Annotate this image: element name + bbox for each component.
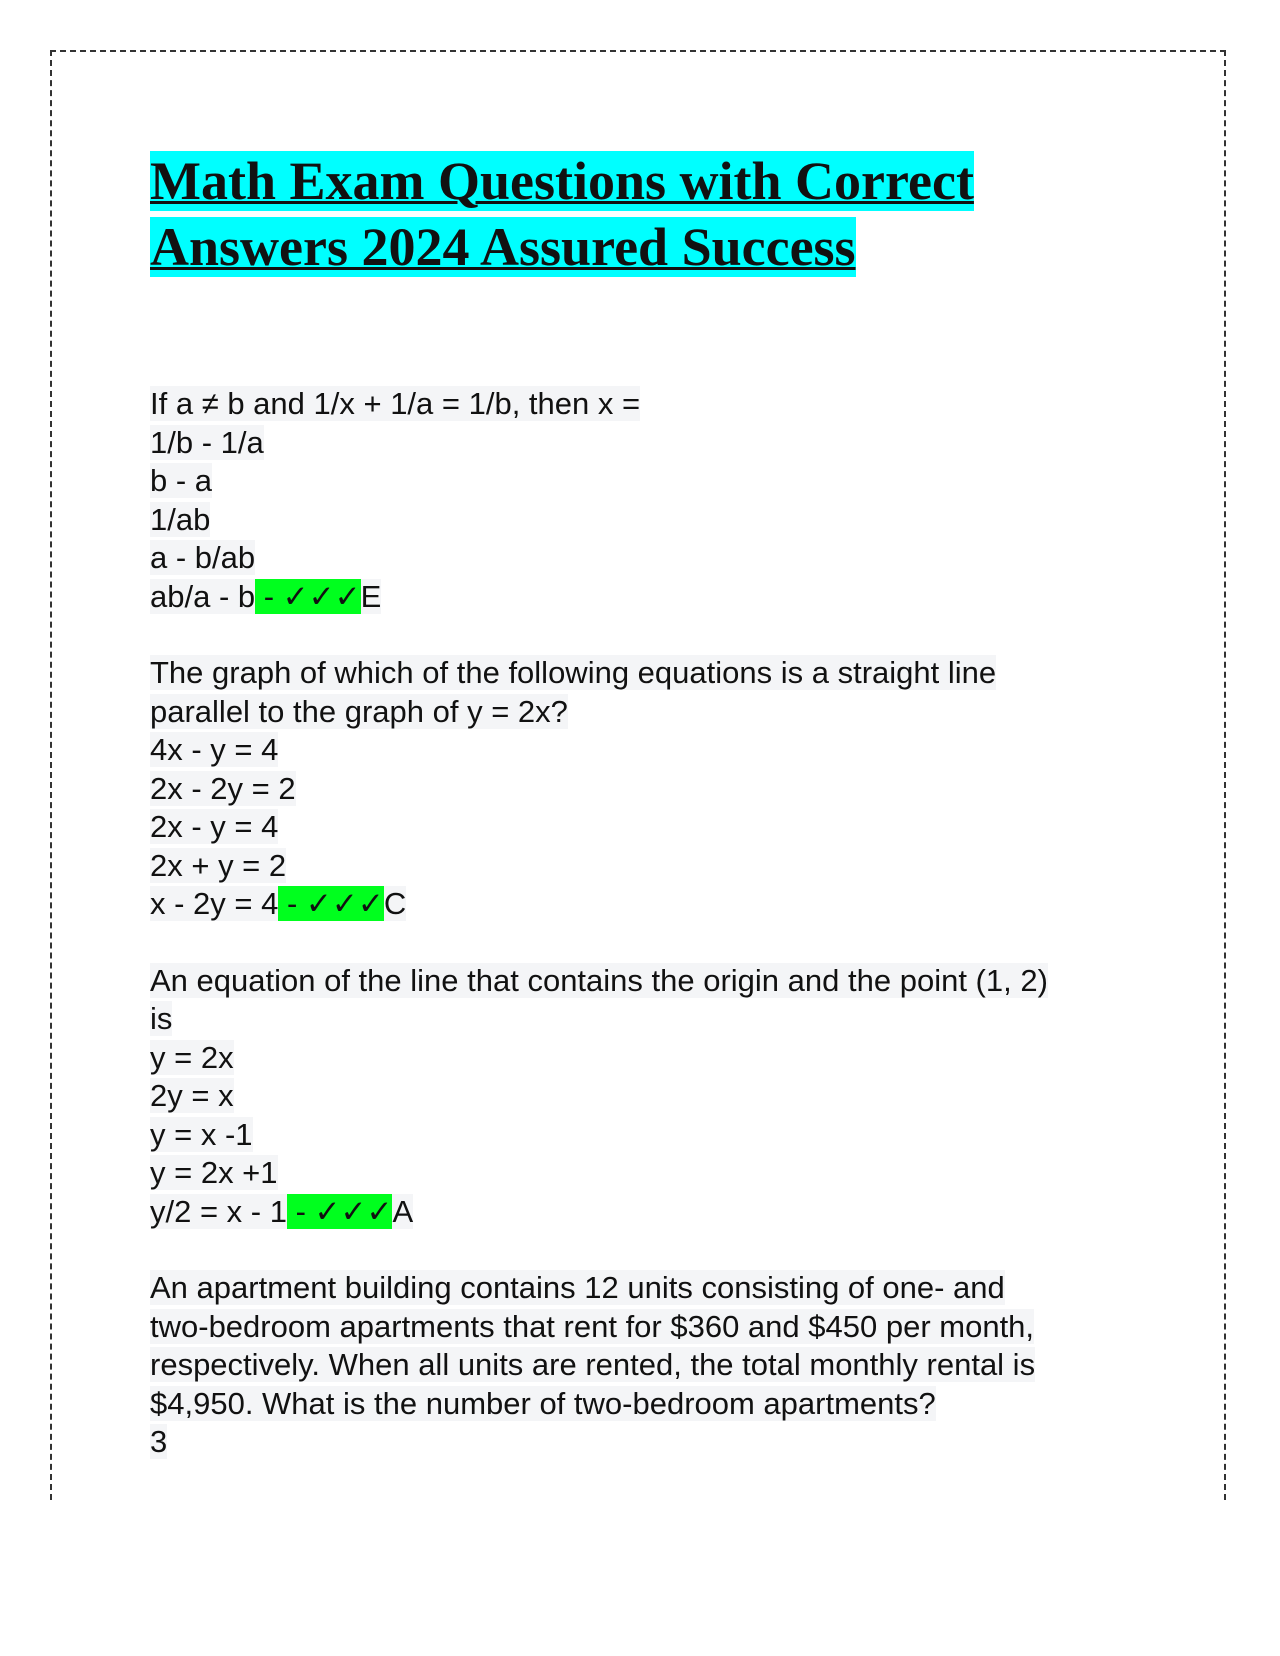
answer-letter: E	[360, 578, 382, 614]
question-3-prompt-line: is	[150, 1001, 173, 1036]
question-1-option-b: b - a	[150, 463, 213, 498]
question-4-option-a: 3	[150, 1424, 168, 1459]
question-2-option-c: 2x - y = 4	[150, 809, 279, 844]
question-2-option-e: x - 2y = 4 - ✓✓✓C	[150, 886, 407, 921]
question-3-option-e: y/2 = x - 1 - ✓✓✓A	[150, 1193, 414, 1229]
question-3	[150, 962, 1140, 1232]
question-1-option-c: 1/ab	[150, 501, 211, 537]
question-4-prompt-line: An apartment building contains 12 units consisting of one- and	[150, 1270, 1005, 1305]
title-line-1: Math Exam Questions with Correct	[150, 151, 974, 211]
document-content	[150, 148, 1140, 1462]
answer-checkmark: - ✓✓✓	[278, 886, 384, 921]
question-1-option-e: ab/a - b - ✓✓✓E	[150, 578, 382, 614]
question-1-prompt-line: If a ≠ b and 1/x + 1/a = 1/b, then x =	[150, 386, 641, 421]
question-2-option-a: 4x - y = 4	[150, 732, 279, 767]
answer-checkmark: - ✓✓✓	[286, 1193, 393, 1229]
question-4-prompt-line: two-bedroom apartments that rent for $360 and $450 per month,	[150, 1308, 1035, 1344]
question-2-option-b: 2x - 2y = 2	[150, 770, 296, 806]
question-4	[150, 1269, 1140, 1462]
question-3-option-b: 2y = x	[150, 1078, 234, 1113]
question-2-prompt-line: parallel to the graph of y = 2x?	[150, 693, 568, 729]
question-2-prompt-line: The graph of which of the following equations is a straight line	[150, 655, 997, 690]
question-3-option-c: y = x -1	[150, 1116, 253, 1152]
question-3-prompt-line: An equation of the line that contains the origin and the point (1, 2)	[150, 962, 1048, 998]
question-4-prompt-line: respectively. When all units are rented, the total monthly rental is	[150, 1347, 1036, 1382]
document-title	[150, 148, 1140, 280]
question-1	[150, 385, 1140, 616]
answer-letter: A	[392, 1193, 414, 1229]
answer-checkmark: - ✓✓✓	[255, 578, 361, 614]
question-2-option-d: 2x + y = 2	[150, 847, 287, 883]
question-1-option-a: 1/b - 1/a	[150, 424, 264, 460]
question-4-prompt-line: $4,950. What is the number of two-bedroom apartments?	[150, 1385, 936, 1421]
question-2	[150, 654, 1140, 924]
question-1-option-d: a - b/ab	[150, 540, 256, 575]
title-line-2: Answers 2024 Assured Success	[150, 217, 856, 277]
question-3-option-d: y = 2x +1	[150, 1155, 278, 1190]
answer-letter: C	[383, 886, 407, 921]
question-3-option-a: y = 2x	[150, 1039, 234, 1075]
